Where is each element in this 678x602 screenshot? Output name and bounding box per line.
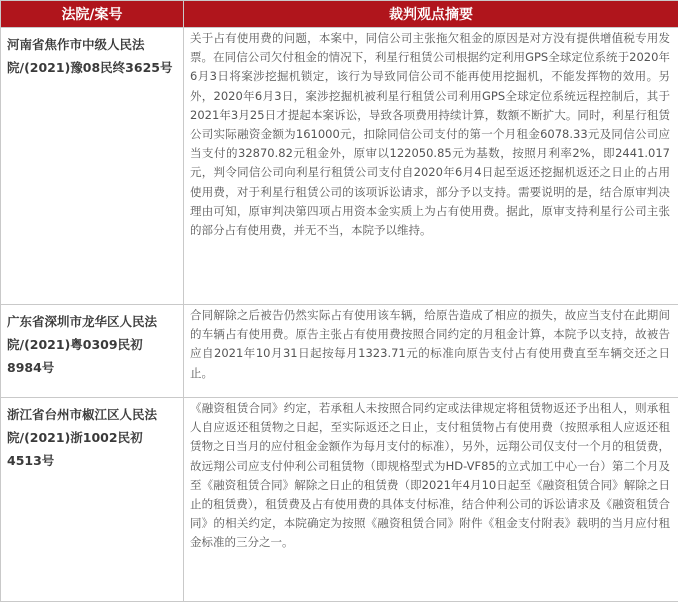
table-row [1,398,678,602]
summary-cell: 《融资租赁合同》约定，若承租人未按照合同约定或法律规定将租赁物返还予出租人，则承租人自应返还租赁物之日起，至实际返还之日止，支付租赁物占有使用费（按照承租人应返还租赁物之日当月的应付租金金额作为每月支付的标准），另外，远翔公司仅支付一个月的租赁费，故远翔公司应支付仲利公司租赁物（即规格型式为HD-VF85的立式加工中心一台）第二个月及至《融资租赁合同》解除之日止的租赁费（即2021年4月10日起至《融资租赁合同》解除之日止的租赁费），租赁费及占有使用费的具体支付标准，结合仲利公司的诉讼请求及《融资租赁合同》的相关约定，本院确定为按照《融资租赁合同》附件《租金支付附表》载明的当月应付租金标准的三分之一。 [184,398,678,602]
table-row [1,28,678,305]
court-case-cell: 河南省焦作市中级人民法院/(2021)豫08民终3625号 [1,28,184,305]
table-row [1,305,678,398]
header-summary: 裁判观点摘要 [184,1,678,28]
summary-cell: 合同解除之后被告仍然实际占有使用该车辆，给原告造成了相应的损失，故应当支付在此期间的车辆占有使用费。原告主张占有使用费按照合同约定的月租金计算，本院予以支持，故被告应自2021年10月31日起按每月1323.71元的标准向原告支付占有使用费直至车辆交还之日止。 [184,305,678,398]
court-case-cell: 广东省深圳市龙华区人民法院/(2021)粤0309民初8984号 [1,305,184,398]
table-header-row [1,1,678,28]
header-court-case: 法院/案号 [1,1,184,28]
summary-cell: 关于占有使用费的问题，本案中，同信公司主张拖欠租金的原因是对方没有提供增值税专用发票。在同信公司欠付租金的情况下，利星行租赁公司根据约定利用GPS全球定位系统于2020年6月3日将案涉挖掘机锁定，该行为导致同信公司不能再使用挖掘机，不能发挥物的效用。另外，2020年6月3日，案涉挖掘机被利星行租赁公司利用GPS全球定位系统远程控制后，其于2021年3月25日才提起本案诉讼，导致各项费用持续计算，数额不断扩大。同时，利星行租赁公司实际融资金额为161000元，扣除同信公司支付的第一个月租金6078.33元及同信公司应当支付的32870.82元租金外，原审以122050.85元为基数，按照月利率2%，即2441.017元，判令同信公司向利星行租赁公司支付自2020年6月4日起至返还挖掘机返还之日止的占用使用费，对于利星行租赁公司的该项诉讼请求，部分予以支持。需要说明的是，结合原审判决理由可知，原审判决第四项占用资本金实质上为占有使用费。据此，原审支持利星行公司主张的部分占有使用费，并无不当，本院予以维持。 [184,28,678,305]
court-case-cell: 浙江省台州市椒江区人民法院/(2021)浙1002民初4513号 [1,398,184,602]
